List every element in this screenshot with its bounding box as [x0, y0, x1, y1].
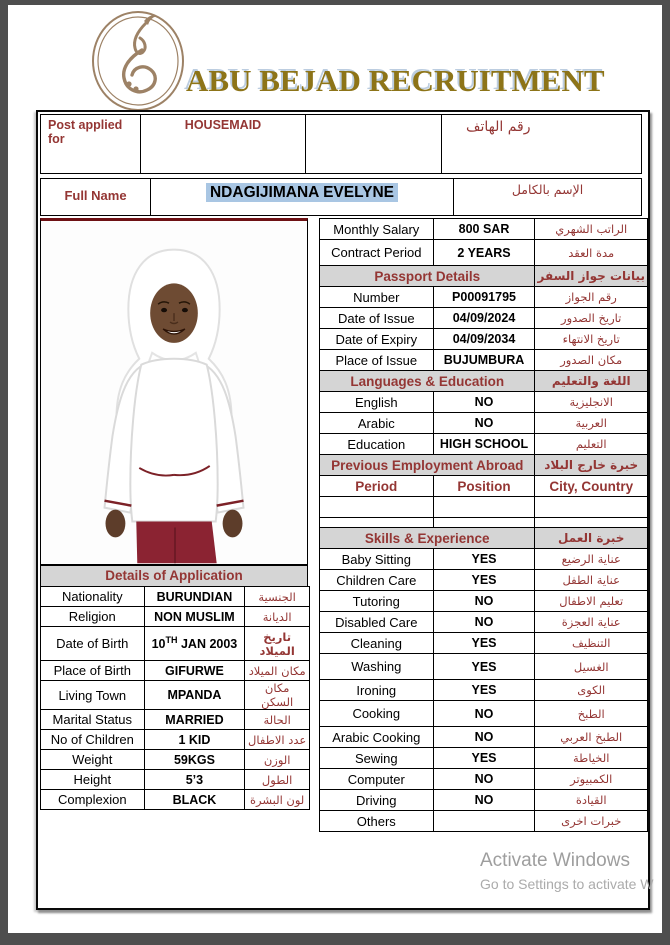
section-title-arabic: خبرة خارج البلاد [535, 455, 648, 476]
table-row [320, 219, 648, 240]
table-row [320, 455, 648, 476]
table-row [41, 730, 310, 750]
phone-label-arabic: رقم الهاتف [466, 119, 531, 135]
field-value[interactable]: 04/09/2034 [433, 329, 535, 350]
field-label-arabic: الغسيل [535, 654, 648, 680]
table-row [320, 434, 648, 455]
table-row [320, 591, 648, 612]
field-value[interactable]: BLACK [144, 790, 245, 810]
field-value-part: TH [165, 635, 178, 646]
field-label: Washing [320, 654, 434, 680]
table-row [320, 680, 648, 701]
table-row [320, 570, 648, 591]
field-label: Cleaning [320, 633, 434, 654]
field-label-arabic: الكمبيوتر [535, 769, 648, 790]
field-label-arabic: الطول [245, 770, 310, 790]
column-header: City, Country [535, 476, 648, 497]
field-label-arabic: لون البشرة [245, 790, 310, 810]
table-row [320, 413, 648, 434]
table-row [320, 769, 648, 790]
applicant-photo [40, 218, 308, 565]
section-title: Languages & Education [320, 371, 535, 392]
table-row [41, 750, 310, 770]
field-value[interactable]: YES [433, 654, 535, 680]
field-label-arabic: تاريخ الصدور [535, 308, 648, 329]
table-row [41, 710, 310, 730]
full-name-value[interactable]: NDAGIJIMANA EVELYNE [206, 183, 398, 202]
field-label-arabic: رقم الجواز [535, 287, 648, 308]
field-value[interactable]: NO [433, 413, 535, 434]
field-label-arabic: تاريخ الانتهاء [535, 329, 648, 350]
field-label: Tutoring [320, 591, 434, 612]
field-value[interactable]: NON MUSLIM [144, 607, 245, 627]
field-value[interactable]: MARRIED [144, 710, 245, 730]
field-label: Date of Issue [320, 308, 434, 329]
field-label [320, 518, 434, 528]
field-label-arabic: الخياطة [535, 748, 648, 769]
activate-windows-watermark [480, 850, 662, 892]
table-row [320, 727, 648, 748]
field-value[interactable]: YES [433, 633, 535, 654]
full-name-row [40, 178, 642, 216]
post-applied-label: Post applied for [41, 115, 141, 173]
table-row [320, 790, 648, 811]
field-label: Cooking [320, 701, 434, 727]
field-value[interactable]: BURUNDIAN [144, 587, 245, 607]
field-label: Contract Period [320, 240, 434, 266]
column-header: Position [433, 476, 535, 497]
field-label: Disabled Care [320, 612, 434, 633]
document-page [8, 5, 662, 933]
field-label-arabic: خبرات اخرى [535, 811, 648, 832]
field-value[interactable]: 59KGS [144, 750, 245, 770]
table-row [320, 371, 648, 392]
field-label-arabic: الكوى [535, 680, 648, 701]
table-row [41, 770, 310, 790]
field-label: Complexion [41, 790, 145, 810]
section-title-arabic: خبرة العمل [535, 528, 648, 549]
full-name-label: Full Name [41, 179, 151, 215]
skills-table [319, 218, 648, 832]
field-label-arabic: تعليم الاطفال [535, 591, 648, 612]
table-row [320, 518, 648, 528]
table-row [320, 392, 648, 413]
post-applied-row [40, 114, 642, 174]
field-value[interactable]: NO [433, 769, 535, 790]
field-value[interactable]: YES [433, 748, 535, 769]
table-row [41, 627, 310, 661]
field-value[interactable]: YES [433, 680, 535, 701]
field-value[interactable]: NO [433, 392, 535, 413]
full-name-cell [151, 179, 454, 215]
field-value[interactable]: 04/09/2024 [433, 308, 535, 329]
activate-windows-line2: Go to Settings to activate W [480, 876, 654, 892]
field-label: Marital Status [41, 710, 145, 730]
table-row [320, 633, 648, 654]
field-label-arabic: الطبخ [535, 701, 648, 727]
field-label: Arabic Cooking [320, 727, 434, 748]
table-row [320, 497, 648, 518]
field-label-arabic: مكان الصدور [535, 350, 648, 371]
details-of-application-header: Details of Application [40, 565, 308, 587]
field-label: Ironing [320, 680, 434, 701]
field-label: Religion [41, 607, 145, 627]
field-label: Baby Sitting [320, 549, 434, 570]
field-value[interactable]: YES [433, 549, 535, 570]
field-value[interactable] [433, 811, 535, 832]
field-value[interactable]: HIGH SCHOOL [433, 434, 535, 455]
details-table [40, 586, 310, 810]
field-value[interactable]: NO [433, 727, 535, 748]
field-value-part: JAN 2003 [177, 637, 238, 652]
field-value[interactable]: P00091795 [433, 287, 535, 308]
field-label-arabic: الانجليزية [535, 392, 648, 413]
field-value[interactable] [433, 518, 535, 528]
column-header: Period [320, 476, 434, 497]
table-row [320, 701, 648, 727]
field-label-arabic: عناية العجزة [535, 612, 648, 633]
field-label-arabic: الجنسية [245, 587, 310, 607]
field-value[interactable]: GIFURWE [144, 661, 245, 681]
section-title-arabic: بيانات جواز السفر [535, 266, 648, 287]
table-row [41, 681, 310, 710]
field-label-arabic: عدد الاطفال [245, 730, 310, 750]
field-value[interactable]: BUJUMBURA [433, 350, 535, 371]
field-label: Education [320, 434, 434, 455]
field-value[interactable] [433, 497, 535, 518]
table-row [41, 661, 310, 681]
application-form [36, 110, 650, 910]
table-row [320, 612, 648, 633]
skills-table-body [320, 219, 648, 832]
company-title: ABU BEJAD RECRUITMENT [186, 63, 605, 98]
table-row [320, 476, 648, 497]
table-row [320, 811, 648, 832]
field-label: Others [320, 811, 434, 832]
section-title-arabic: اللغة والتعليم [535, 371, 648, 392]
empty-cell [306, 115, 442, 173]
field-label-arabic: مدة العقد [535, 240, 648, 266]
field-label-arabic: تاريخ الميلاد [245, 627, 310, 661]
table-row [320, 329, 648, 350]
table-row [320, 287, 648, 308]
field-label: Date of Expiry [320, 329, 434, 350]
table-row [320, 308, 648, 329]
field-label-arabic [535, 518, 648, 528]
field-value[interactable]: NO [433, 612, 535, 633]
section-title: Passport Details [320, 266, 535, 287]
field-value[interactable]: NO [433, 790, 535, 811]
field-label: Weight [41, 750, 145, 770]
table-row [41, 587, 310, 607]
full-name-label-arabic: الإسم بالكامل [511, 182, 584, 197]
field-value[interactable]: 2 YEARS [433, 240, 535, 266]
field-label: Children Care [320, 570, 434, 591]
table-row [41, 607, 310, 627]
table-row [320, 549, 648, 570]
table-row [320, 240, 648, 266]
field-label: Living Town [41, 681, 145, 710]
field-value[interactable]: NO [433, 591, 535, 612]
field-label: Sewing [320, 748, 434, 769]
field-label: Nationality [41, 587, 145, 607]
field-label-arabic: الطبخ العربي [535, 727, 648, 748]
field-value[interactable]: YES [433, 570, 535, 591]
field-label [320, 497, 434, 518]
field-label-arabic: عناية الطفل [535, 570, 648, 591]
table-row [320, 748, 648, 769]
field-label-arabic: التعليم [535, 434, 648, 455]
field-label-arabic: عناية الرضيع [535, 549, 648, 570]
field-label: Driving [320, 790, 434, 811]
field-value-part: 10 [151, 637, 166, 652]
field-label: Place of Birth [41, 661, 145, 681]
post-applied-value[interactable]: HOUSEMAID [141, 115, 306, 173]
field-label-arabic: الديانة [245, 607, 310, 627]
field-label-arabic [535, 497, 648, 518]
table-row [41, 790, 310, 810]
field-value[interactable]: 800 SAR [433, 219, 535, 240]
details-table-body [41, 587, 310, 810]
table-row [320, 266, 648, 287]
field-label: Height [41, 770, 145, 790]
field-label: Date of Birth [41, 627, 145, 661]
field-value[interactable]: 5’3 [144, 770, 245, 790]
table-row [320, 654, 648, 680]
table-row [320, 528, 648, 549]
field-value[interactable]: MPANDA [144, 681, 245, 710]
field-label: Number [320, 287, 434, 308]
field-value[interactable]: 1 KID [144, 730, 245, 750]
table-row [320, 350, 648, 371]
applicant-photo-illustration [41, 221, 307, 564]
field-label-arabic: مكان السكن [245, 681, 310, 710]
abu-bejad-logo-icon [78, 9, 198, 113]
activate-windows-line1: Activate Windows [480, 850, 630, 871]
field-value[interactable]: NO [433, 701, 535, 727]
field-label: Monthly Salary [320, 219, 434, 240]
field-label-arabic: مكان الميلاد [245, 661, 310, 681]
field-label: No of Children [41, 730, 145, 750]
field-label-arabic: الراتب الشهري [535, 219, 648, 240]
field-label: Place of Issue [320, 350, 434, 371]
section-title: Skills & Experience [320, 528, 535, 549]
field-label-arabic: التنظيف [535, 633, 648, 654]
section-title: Previous Employment Abroad [320, 455, 535, 476]
field-label: Arabic [320, 413, 434, 434]
field-label: English [320, 392, 434, 413]
field-value[interactable] [144, 627, 245, 661]
field-label-arabic: الحالة [245, 710, 310, 730]
field-label-arabic: القيادة [535, 790, 648, 811]
field-label: Computer [320, 769, 434, 790]
field-label-arabic: العربية [535, 413, 648, 434]
field-label-arabic: الوزن [245, 750, 310, 770]
